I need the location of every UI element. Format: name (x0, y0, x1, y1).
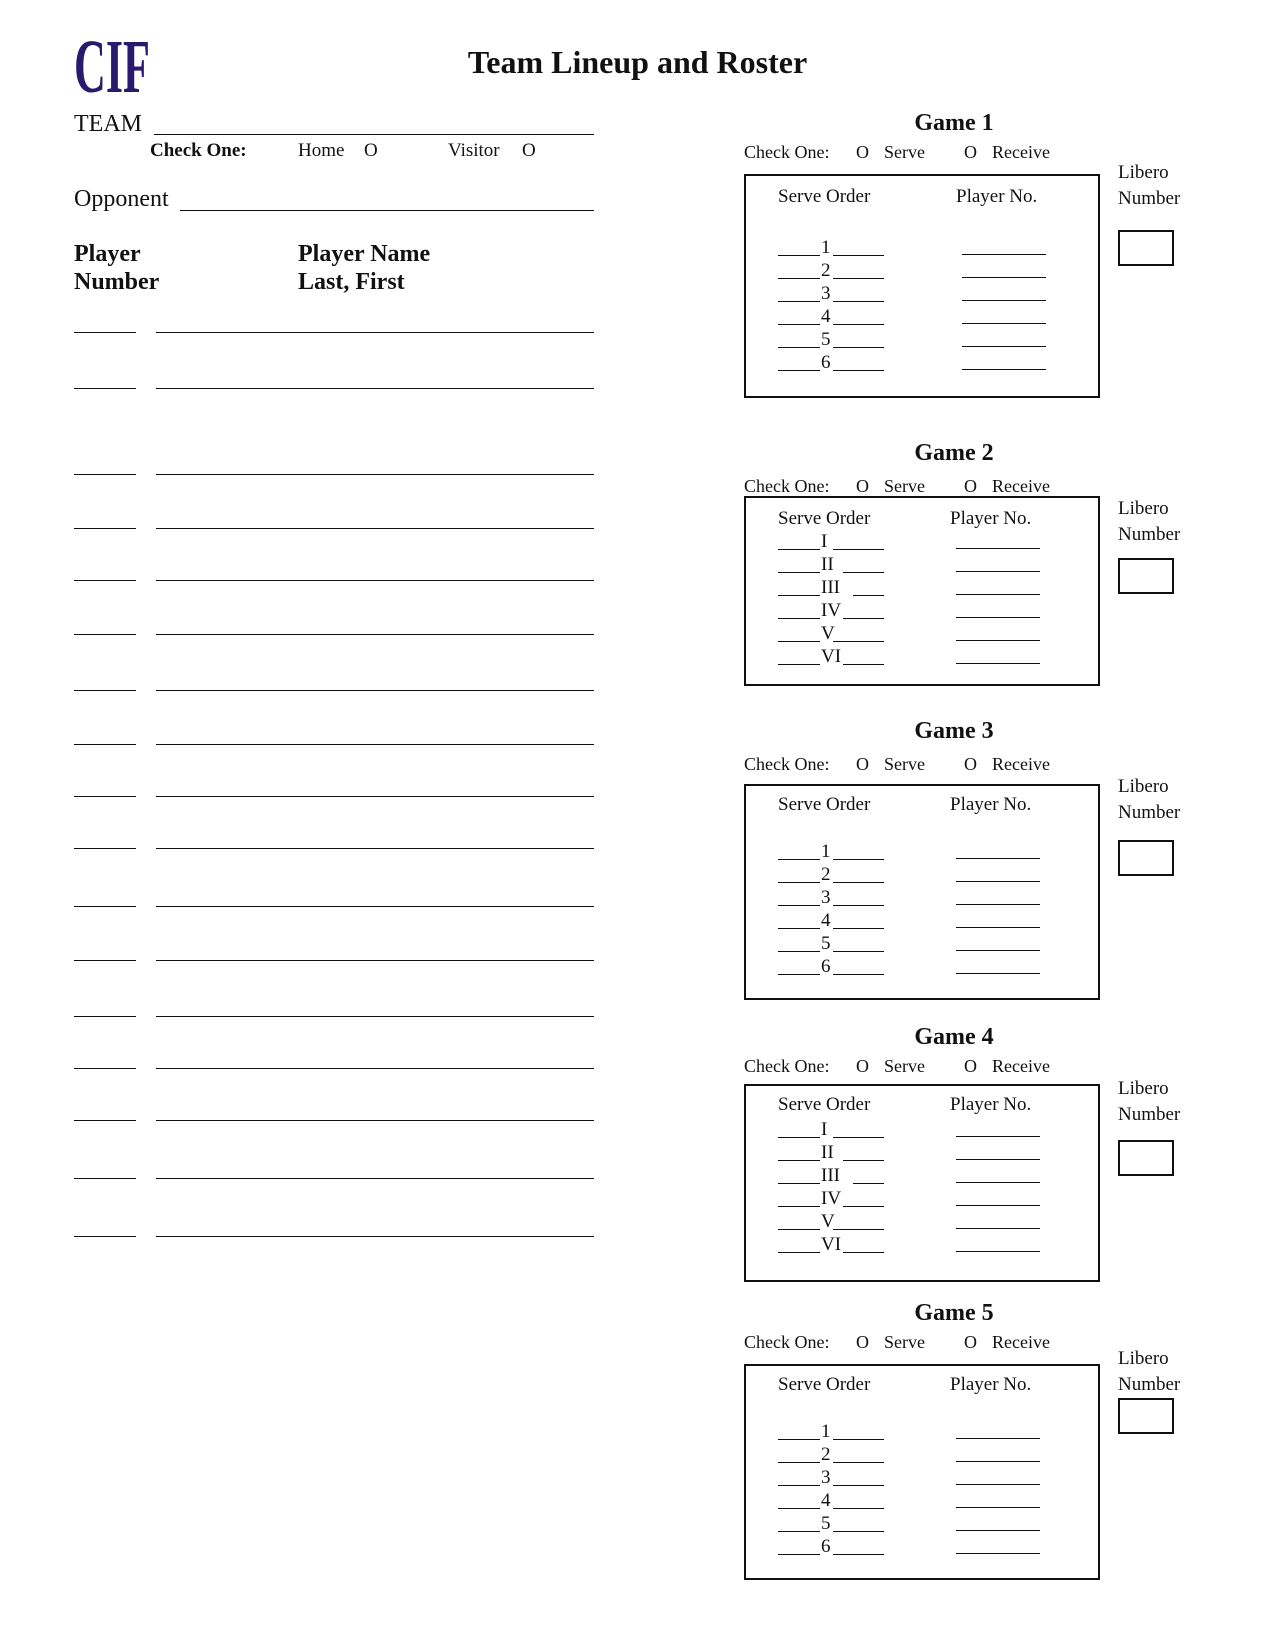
serve-order-slot[interactable] (778, 257, 884, 279)
serve-order-slot[interactable] (778, 1185, 884, 1207)
team-input-line[interactable] (154, 134, 594, 135)
serve-order-header: Serve Order (778, 794, 871, 815)
serve-label: Serve (884, 142, 925, 162)
receive-label: Receive (992, 754, 1050, 774)
player-name-line[interactable] (156, 670, 594, 691)
serve-order-line (833, 301, 884, 302)
serve-order-line (833, 859, 884, 860)
serve-order-slot[interactable] (778, 953, 884, 975)
serve-order-slot[interactable] (778, 1487, 884, 1509)
player-no-header: Player No. (950, 1094, 1032, 1115)
player-name-header-line2: Last, First (298, 269, 405, 295)
player-name-line[interactable] (156, 312, 594, 333)
player-no-input-line[interactable] (956, 1484, 1040, 1485)
game-title: Game 4 (914, 1024, 994, 1050)
serve-order-line (833, 549, 884, 550)
roster-row (74, 560, 594, 580)
player-no-input-line[interactable] (956, 1461, 1040, 1462)
player-no-input-line[interactable] (956, 904, 1040, 905)
player-name-header-line1: Player Name (298, 241, 431, 267)
serve-order-line (833, 905, 884, 906)
serve-order-slot[interactable] (778, 884, 884, 906)
serve-order-label: 6 (821, 956, 831, 977)
player-number-line[interactable] (74, 886, 136, 907)
libero-label-line2: Number (1118, 1104, 1181, 1125)
opponent-label: Opponent (74, 186, 169, 212)
player-no-header: Player No. (950, 794, 1032, 815)
serve-label: Serve (884, 476, 925, 496)
serve-order-line (778, 1439, 820, 1440)
player-name-line[interactable] (156, 560, 594, 581)
libero-number-label (1118, 496, 1180, 548)
serve-order-label: V (821, 623, 835, 644)
roster-row (74, 724, 594, 744)
libero-label-line1: Libero (1118, 776, 1169, 797)
game-title: Game 1 (914, 110, 994, 136)
serve-radio[interactable]: O (856, 1332, 869, 1352)
serve-order-label: III (821, 577, 840, 598)
serve-order-line (843, 618, 884, 619)
opponent-input-line[interactable] (180, 210, 594, 211)
game-title: Game 3 (914, 718, 994, 744)
serve-order-label: 3 (821, 887, 831, 908)
serve-order-line (853, 595, 884, 596)
serve-order-line (833, 951, 884, 952)
serve-order-slot[interactable] (778, 528, 884, 550)
lineup-box (744, 1364, 1100, 1580)
serve-order-label: 6 (821, 1536, 831, 1557)
receive-label: Receive (992, 1056, 1050, 1076)
serve-order-line (833, 1439, 884, 1440)
serve-radio[interactable]: O (856, 142, 869, 162)
serve-order-line (833, 1554, 884, 1555)
receive-label: Receive (992, 1332, 1050, 1352)
cif-logo-text: CIF (74, 25, 150, 109)
player-no-input-line[interactable] (962, 323, 1046, 324)
player-no-input-line[interactable] (962, 300, 1046, 301)
serve-order-line (833, 1462, 884, 1463)
player-no-header: Player No. (950, 508, 1032, 529)
serve-order-slot[interactable] (778, 1464, 884, 1486)
serve-label: Serve (884, 754, 925, 774)
serve-order-line (778, 572, 820, 573)
player-no-input-line[interactable] (956, 1507, 1040, 1508)
serve-order-label: III (821, 1165, 840, 1186)
serve-order-label: 4 (821, 1490, 831, 1511)
serve-order-line (778, 324, 820, 325)
serve-order-slot[interactable] (778, 551, 884, 573)
player-no-input-line[interactable] (962, 277, 1046, 278)
receive-radio[interactable]: O (964, 1332, 977, 1352)
serve-order-label: 5 (821, 329, 831, 350)
player-no-input-line[interactable] (956, 973, 1040, 974)
serve-order-header: Serve Order (778, 508, 871, 529)
libero-label-line1: Libero (1118, 162, 1169, 183)
player-no-input-line[interactable] (962, 369, 1046, 370)
serve-order-line (778, 595, 820, 596)
roster-row (74, 776, 594, 796)
player-name-line[interactable] (156, 886, 594, 907)
serve-order-line (778, 370, 820, 371)
serve-order-line (778, 549, 820, 550)
visitor-radio[interactable]: O (522, 140, 536, 161)
serve-order-label: V (821, 1211, 835, 1232)
serve-order-line (778, 278, 820, 279)
libero-label-line1: Libero (1118, 1078, 1169, 1099)
serve-order-slot[interactable] (778, 303, 884, 325)
player-number-line[interactable] (74, 508, 136, 529)
serve-order-slot[interactable] (778, 234, 884, 256)
serve-order-line (778, 641, 820, 642)
player-number-line[interactable] (74, 670, 136, 691)
serve-order-label: 4 (821, 306, 831, 327)
serve-radio[interactable]: O (856, 1056, 869, 1076)
serve-order-slot[interactable] (778, 597, 884, 619)
game-title: Game 2 (914, 440, 994, 466)
serve-order-line (778, 1531, 820, 1532)
serve-order-line (833, 1508, 884, 1509)
player-name-line[interactable] (156, 1216, 594, 1237)
libero-number-label (1118, 1076, 1180, 1128)
receive-radio[interactable]: O (964, 754, 977, 774)
player-number-line[interactable] (74, 1216, 136, 1237)
serve-order-label: 6 (821, 352, 831, 373)
player-number-line[interactable] (74, 368, 136, 389)
serve-order-label: 3 (821, 283, 831, 304)
check-one-label: Check One: (744, 1056, 830, 1076)
serve-order-slot[interactable] (778, 1139, 884, 1161)
serve-order-header: Serve Order (778, 186, 871, 207)
player-number-header-line2: Number (74, 269, 160, 295)
player-no-input-line[interactable] (956, 927, 1040, 928)
player-number-line[interactable] (74, 724, 136, 745)
serve-order-line (843, 1160, 884, 1161)
serve-order-line (778, 301, 820, 302)
player-no-input-line[interactable] (956, 1553, 1040, 1554)
roster-row (74, 1158, 594, 1178)
serve-radio[interactable]: O (856, 754, 869, 774)
player-no-header: Player No. (950, 1374, 1032, 1395)
libero-label-line2: Number (1118, 524, 1181, 545)
roster-row (74, 996, 594, 1016)
serve-order-slot[interactable] (778, 1510, 884, 1532)
serve-order-line (833, 928, 884, 929)
check-one-label: Check One: (744, 754, 830, 774)
player-no-input-line[interactable] (956, 1530, 1040, 1531)
serve-order-slot[interactable] (778, 280, 884, 302)
serve-order-line (778, 1137, 820, 1138)
serve-order-line (778, 1462, 820, 1463)
player-no-input-line[interactable] (956, 858, 1040, 859)
serve-order-line (833, 882, 884, 883)
lineup-box (744, 784, 1100, 1000)
serve-order-label: VI (821, 646, 842, 667)
receive-radio[interactable]: O (964, 476, 977, 496)
player-no-input-line[interactable] (956, 1159, 1040, 1160)
player-number-line[interactable] (74, 776, 136, 797)
libero-label-line1: Libero (1118, 498, 1169, 519)
serve-order-line (778, 347, 820, 348)
player-number-line[interactable] (74, 1100, 136, 1121)
libero-label-line2: Number (1118, 802, 1181, 823)
serve-order-line (778, 1554, 820, 1555)
roster-row (74, 1048, 594, 1068)
player-name-line[interactable] (156, 1158, 594, 1179)
serve-order-line (833, 1137, 884, 1138)
serve-order-label: 1 (821, 237, 831, 258)
serve-order-line (778, 1252, 820, 1253)
serve-order-line (853, 1183, 884, 1184)
player-no-input-line[interactable] (956, 594, 1040, 595)
libero-number-input[interactable] (1118, 1398, 1174, 1434)
game-title: Game 5 (914, 1300, 994, 1326)
serve-order-header: Serve Order (778, 1094, 871, 1115)
player-no-input-line[interactable] (956, 1438, 1040, 1439)
libero-label-line2: Number (1118, 188, 1181, 209)
libero-number-input[interactable] (1118, 840, 1174, 876)
roster-row (74, 614, 594, 634)
serve-order-line (778, 905, 820, 906)
player-name-line[interactable] (156, 996, 594, 1017)
serve-order-line (778, 1508, 820, 1509)
player-no-input-line[interactable] (956, 1136, 1040, 1137)
serve-order-line (778, 1183, 820, 1184)
serve-order-label: I (821, 1119, 828, 1140)
player-no-header: Player No. (956, 186, 1038, 207)
libero-label-line2: Number (1118, 1374, 1181, 1395)
serve-order-line (778, 664, 820, 665)
serve-order-slot[interactable] (778, 1208, 884, 1230)
serve-order-line (833, 278, 884, 279)
home-label: Home (298, 140, 345, 161)
serve-order-line (778, 951, 820, 952)
player-name-line[interactable] (156, 614, 594, 635)
serve-order-line (843, 664, 884, 665)
serve-order-slot[interactable] (778, 1441, 884, 1463)
serve-order-label: 2 (821, 260, 831, 281)
libero-number-input[interactable] (1118, 1140, 1174, 1176)
serve-order-line (833, 347, 884, 348)
serve-order-slot[interactable] (778, 620, 884, 642)
serve-order-label: 4 (821, 910, 831, 931)
player-no-input-line[interactable] (956, 1182, 1040, 1183)
player-number-line[interactable] (74, 454, 136, 475)
player-number-line[interactable] (74, 1048, 136, 1069)
home-visitor-check-label: Check One: (150, 140, 247, 161)
player-name-line[interactable] (156, 1048, 594, 1069)
check-one-label: Check One: (744, 476, 830, 496)
roster-row (74, 670, 594, 690)
serve-order-slot[interactable] (778, 349, 884, 371)
player-name-line[interactable] (156, 828, 594, 849)
serve-label: Serve (884, 1332, 925, 1352)
serve-order-line (778, 618, 820, 619)
serve-order-label: 2 (821, 1444, 831, 1465)
check-one-label: Check One: (744, 142, 830, 162)
player-name-line[interactable] (156, 508, 594, 529)
serve-receive-check (744, 476, 1050, 497)
player-no-input-line[interactable] (956, 881, 1040, 882)
libero-number-label (1118, 160, 1180, 212)
roster-row (74, 828, 594, 848)
player-name-line[interactable] (156, 1100, 594, 1121)
player-number-line[interactable] (74, 828, 136, 849)
serve-order-label: 1 (821, 1421, 831, 1442)
libero-label-line1: Libero (1118, 1348, 1169, 1369)
player-name-line[interactable] (156, 368, 594, 389)
player-no-input-line[interactable] (956, 1251, 1040, 1252)
receive-label: Receive (992, 142, 1050, 162)
libero-number-label (1118, 1346, 1180, 1398)
serve-order-slot[interactable] (778, 326, 884, 348)
serve-order-line (833, 370, 884, 371)
player-number-line[interactable] (74, 940, 136, 961)
roster-row (74, 312, 594, 332)
player-name-header (298, 240, 430, 296)
serve-order-slot[interactable] (778, 1162, 884, 1184)
serve-order-line (778, 928, 820, 929)
serve-order-slot[interactable] (778, 1418, 884, 1440)
team-label: TEAM (74, 111, 142, 137)
serve-order-label: II (821, 554, 834, 575)
player-number-line[interactable] (74, 312, 136, 333)
serve-order-label: 2 (821, 864, 831, 885)
libero-number-input[interactable] (1118, 230, 1174, 266)
serve-receive-check (744, 1332, 1050, 1353)
player-no-input-line[interactable] (956, 1228, 1040, 1229)
serve-receive-check (744, 754, 1050, 775)
serve-order-label: 5 (821, 933, 831, 954)
serve-order-line (778, 882, 820, 883)
player-no-input-line[interactable] (962, 346, 1046, 347)
serve-order-slot[interactable] (778, 1533, 884, 1555)
serve-label: Serve (884, 1056, 925, 1076)
page-title: Team Lineup and Roster (467, 44, 808, 80)
roster-row (74, 940, 594, 960)
player-number-line[interactable] (74, 560, 136, 581)
player-number-line[interactable] (74, 996, 136, 1017)
roster-row (74, 454, 594, 474)
player-number-header (74, 240, 159, 296)
roster-row (74, 1100, 594, 1120)
serve-order-line (843, 1206, 884, 1207)
player-name-line[interactable] (156, 940, 594, 961)
serve-order-line (843, 572, 884, 573)
serve-order-line (778, 1485, 820, 1486)
serve-receive-check (744, 142, 1050, 163)
serve-order-line (778, 859, 820, 860)
visitor-label: Visitor (448, 140, 500, 161)
serve-order-label: 5 (821, 1513, 831, 1534)
serve-order-slot[interactable] (778, 1116, 884, 1138)
serve-order-slot[interactable] (778, 1231, 884, 1253)
serve-order-slot[interactable] (778, 930, 884, 952)
serve-order-line (778, 255, 820, 256)
player-name-line[interactable] (156, 724, 594, 745)
serve-order-label: VI (821, 1234, 842, 1255)
serve-order-line (833, 974, 884, 975)
receive-label: Receive (992, 476, 1050, 496)
serve-order-line (833, 1531, 884, 1532)
check-one-label: Check One: (744, 1332, 830, 1352)
serve-order-label: I (821, 531, 828, 552)
player-no-input-line[interactable] (956, 950, 1040, 951)
serve-order-label: 1 (821, 841, 831, 862)
player-name-line[interactable] (156, 776, 594, 797)
player-no-input-line[interactable] (962, 254, 1046, 255)
player-number-line[interactable] (74, 1158, 136, 1179)
serve-order-line (843, 1252, 884, 1253)
serve-order-label: 3 (821, 1467, 831, 1488)
serve-order-header: Serve Order (778, 1374, 871, 1395)
roster-row (74, 368, 594, 388)
home-radio[interactable]: O (364, 140, 378, 161)
serve-order-line (778, 1206, 820, 1207)
roster-row (74, 1216, 594, 1236)
serve-order-line (778, 1229, 820, 1230)
libero-number-label (1118, 774, 1180, 826)
player-no-input-line[interactable] (956, 663, 1040, 664)
player-number-line[interactable] (74, 614, 136, 635)
serve-order-line (833, 255, 884, 256)
player-number-header-line1: Player (74, 241, 141, 267)
roster-row (74, 508, 594, 528)
serve-order-label: IV (821, 1188, 842, 1209)
player-no-input-line[interactable] (956, 571, 1040, 572)
serve-order-line (833, 641, 884, 642)
serve-order-line (778, 974, 820, 975)
serve-order-line (778, 1160, 820, 1161)
serve-order-label: IV (821, 600, 842, 621)
receive-radio[interactable]: O (964, 1056, 977, 1076)
lineup-box (744, 496, 1100, 686)
roster-row (74, 886, 594, 906)
serve-order-slot[interactable] (778, 574, 884, 596)
serve-order-line (833, 1229, 884, 1230)
player-no-input-line[interactable] (956, 640, 1040, 641)
serve-order-slot[interactable] (778, 861, 884, 883)
player-no-input-line[interactable] (956, 617, 1040, 618)
player-no-input-line[interactable] (956, 548, 1040, 549)
libero-number-input[interactable] (1118, 558, 1174, 594)
serve-receive-check (744, 1056, 1050, 1077)
serve-order-label: II (821, 1142, 834, 1163)
serve-radio[interactable]: O (856, 476, 869, 496)
lineup-box (744, 1084, 1100, 1282)
player-no-input-line[interactable] (956, 1205, 1040, 1206)
receive-radio[interactable]: O (964, 142, 977, 162)
serve-order-slot[interactable] (778, 838, 884, 860)
lineup-box (744, 174, 1100, 398)
serve-order-slot[interactable] (778, 643, 884, 665)
serve-order-slot[interactable] (778, 907, 884, 929)
player-name-line[interactable] (156, 454, 594, 475)
serve-order-line (833, 1485, 884, 1486)
serve-order-line (833, 324, 884, 325)
